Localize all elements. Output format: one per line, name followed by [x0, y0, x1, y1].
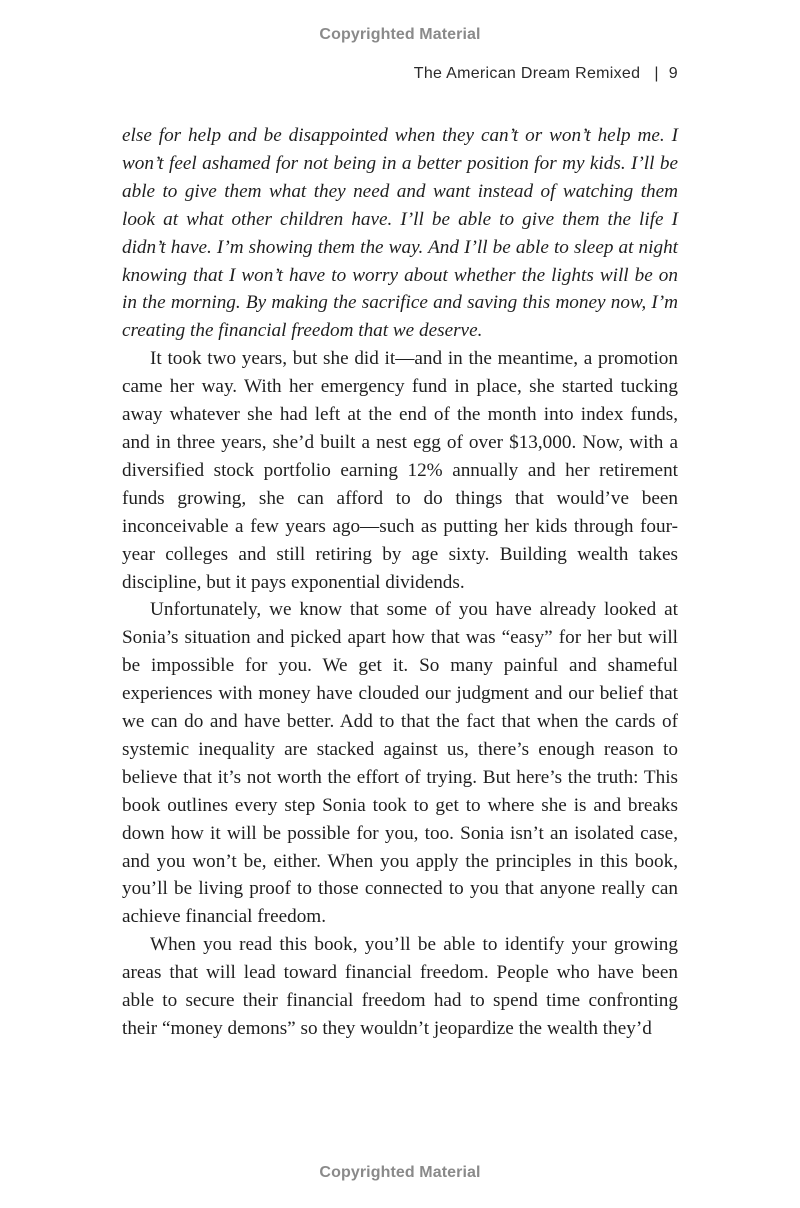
paragraph: It took two years, but she did it—and in the meantime, a promotion came her way. With her emergency fund in place, she started tucking away whatever she had left at the end of the month into index funds, and in three years, she’d built a nest egg of over $13,000. Now, with a diversified stock portfolio earning 12% annually and her retirement funds growing, she can afford to do things that would’ve been inconceivable a few years ago—such as putting her kids through four-year colleges and still retiring by age sixty. Building wealth takes discipline, but it pays exponential dividends.	[122, 348, 678, 593]
book-title: The American Dream Remixed	[413, 65, 641, 82]
paragraph-italic-quote: else for help and be disappointed when they can’t or won’t help me. I won’t feel ashamed for not being in a better position for my kids. I’ll be able to give them what they need and want instead of watching them look at what other children have. I’ll be able to give them the life I didn’t have. I’m showing them the way. And I’ll be able to sleep at night knowing that I won’t have to worry about whether the lights will be on in the morning. By making the sacrifice and saving this money now, I’m creating the financial freedom that we deserve.	[122, 125, 678, 342]
header-separator: |	[654, 65, 659, 82]
running-head	[414, 65, 678, 83]
paragraph: When you read this book, you’ll be able to identify your growing areas that will lead toward financial freedom. People who have been able to secure their financial freedom had to spend time confronting their “money demons” so they wouldn’t jeopardize the wealth they’d	[122, 934, 678, 1039]
body-text	[122, 122, 678, 1043]
watermark-top: Copyrighted Material	[319, 26, 481, 43]
page-number: 9	[668, 65, 678, 82]
paragraph: Unfortunately, we know that some of you have already looked at Sonia’s situation and picked apart how that was “easy” for her but will be impossible for you. We get it. So many painful and shameful experiences with money have clouded our judgment and our belief that we can do and have better. Add to that the fact that when the cards of systemic inequality are stacked against us, there’s enough reason to believe that it’s not worth the effort of trying. But here’s the truth: This book outlines every step Sonia took to get to where she is and breaks down how it will be possible for you, too. Sonia isn’t an isolated case, and you won’t be, either. When you apply the principles in this book, you’ll be living proof to those connected to you that anyone really can achieve financial freedom.	[122, 599, 678, 928]
watermark-bottom: Copyrighted Material	[319, 1164, 481, 1181]
